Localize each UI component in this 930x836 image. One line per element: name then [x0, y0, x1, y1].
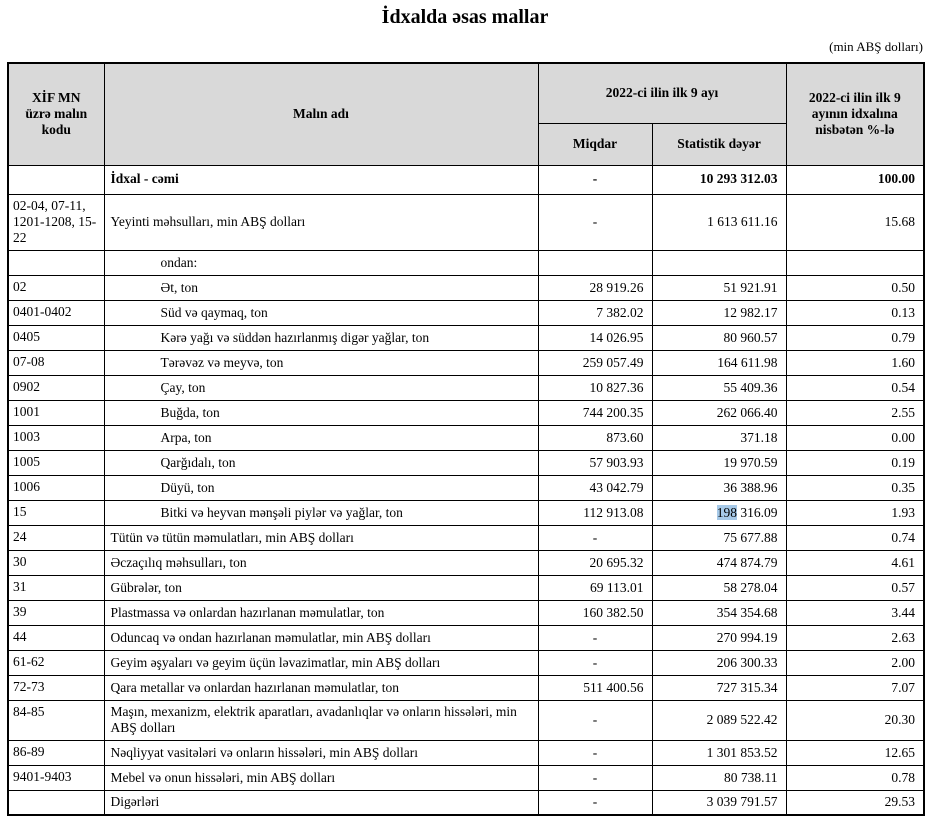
row-percent-cell: 0.54 [786, 375, 924, 400]
row-code-cell: 86-89 [8, 740, 104, 765]
row-code-cell: 15 [8, 500, 104, 525]
table-row [8, 575, 924, 600]
header-row-1 [8, 63, 924, 123]
row-name-cell: Nəqliyyat vasitələri və onların hissələri, min ABŞ dolları [104, 740, 538, 765]
row-code-cell: 61-62 [8, 650, 104, 675]
row-name-cell: Mebel və onun hissələri, min ABŞ dolları [104, 765, 538, 790]
row-value-cell: 1 613 611.16 [652, 194, 786, 250]
row-quantity-cell [538, 250, 652, 275]
row-percent-cell: 20.30 [786, 700, 924, 740]
row-quantity-cell: - [538, 194, 652, 250]
row-quantity-cell: 873.60 [538, 425, 652, 450]
row-name-cell: ondan: [104, 250, 538, 275]
header-period: 2022-ci ilin ilk 9 ayı [538, 63, 786, 123]
row-value-cell: 1 301 853.52 [652, 740, 786, 765]
row-value-cell: 270 994.19 [652, 625, 786, 650]
table-row [8, 475, 924, 500]
row-code-cell: 02-04, 07-11, 1201-1208, 15-22 [8, 194, 104, 250]
row-value-cell: 75 677.88 [652, 525, 786, 550]
row-code-cell: 72-73 [8, 675, 104, 700]
table-row [8, 400, 924, 425]
row-code-cell [8, 165, 104, 194]
row-quantity-cell: 28 919.26 [538, 275, 652, 300]
row-name-cell: Əczaçılıq məhsulları, ton [104, 550, 538, 575]
row-code-cell: 1006 [8, 475, 104, 500]
row-name-cell: Qara metallar və onlardan hazırlanan məmulatlar, ton [104, 675, 538, 700]
row-quantity-cell: 20 695.32 [538, 550, 652, 575]
row-name-cell: Ət, ton [104, 275, 538, 300]
row-value-cell: 262 066.40 [652, 400, 786, 425]
row-code-cell: 39 [8, 600, 104, 625]
row-percent-cell: 0.74 [786, 525, 924, 550]
table-row [8, 275, 924, 300]
row-percent-cell [786, 250, 924, 275]
table-row [8, 740, 924, 765]
imports-table [7, 62, 925, 816]
row-name-cell: Bitki və heyvan mənşəli piylər və yağlar, ton [104, 500, 538, 525]
row-name-cell: Yeyinti məhsulları, min ABŞ dolları [104, 194, 538, 250]
row-percent-cell: 4.61 [786, 550, 924, 575]
row-code-cell: 31 [8, 575, 104, 600]
table-row [8, 525, 924, 550]
row-value-cell: 474 874.79 [652, 550, 786, 575]
row-percent-cell: 2.00 [786, 650, 924, 675]
table-row [8, 675, 924, 700]
header-code: XİF MN üzrə malın kodu [8, 63, 104, 165]
row-code-cell: 1005 [8, 450, 104, 475]
row-code-cell: 24 [8, 525, 104, 550]
row-quantity-cell: 160 382.50 [538, 600, 652, 625]
row-name-cell: Digərləri [104, 790, 538, 815]
row-percent-cell: 29.53 [786, 790, 924, 815]
row-value-cell: 206 300.33 [652, 650, 786, 675]
row-value-cell: 55 409.36 [652, 375, 786, 400]
row-value-cell: 371.18 [652, 425, 786, 450]
row-name-cell: Oduncaq və ondan hazırlanan məmulatlar, min ABŞ dolları [104, 625, 538, 650]
row-quantity-cell: - [538, 740, 652, 765]
row-quantity-cell: 112 913.08 [538, 500, 652, 525]
row-percent-cell: 0.19 [786, 450, 924, 475]
row-code-cell [8, 790, 104, 815]
row-percent-cell: 100.00 [786, 165, 924, 194]
row-quantity-cell: - [538, 790, 652, 815]
row-quantity-cell: 10 827.36 [538, 375, 652, 400]
row-value-cell: 80 738.11 [652, 765, 786, 790]
row-name-cell: Çay, ton [104, 375, 538, 400]
unit-note: (min ABŞ dolları) [829, 39, 923, 54]
table-row [8, 765, 924, 790]
table-row [8, 350, 924, 375]
row-value-cell: 354 354.68 [652, 600, 786, 625]
row-name-cell: Tütün və tütün məmulatları, min ABŞ dolları [104, 525, 538, 550]
table-row [8, 500, 924, 525]
table-row [8, 650, 924, 675]
row-value-cell: 58 278.04 [652, 575, 786, 600]
row-percent-cell: 12.65 [786, 740, 924, 765]
row-quantity-cell: 744 200.35 [538, 400, 652, 425]
row-percent-cell: 3.44 [786, 600, 924, 625]
row-value-cell [652, 250, 786, 275]
row-quantity-cell: 511 400.56 [538, 675, 652, 700]
row-name-cell: Geyim əşyaları və geyim üçün ləvazimatlar, min ABŞ dolları [104, 650, 538, 675]
table-row [8, 625, 924, 650]
row-value-cell: 3 039 791.57 [652, 790, 786, 815]
row-percent-cell: 0.13 [786, 300, 924, 325]
row-name-cell: Gübrələr, ton [104, 575, 538, 600]
row-quantity-cell: 14 026.95 [538, 325, 652, 350]
row-code-cell: 84-85 [8, 700, 104, 740]
row-percent-cell: 0.57 [786, 575, 924, 600]
table-row [8, 790, 924, 815]
row-value-cell: 10 293 312.03 [652, 165, 786, 194]
row-code-cell: 1003 [8, 425, 104, 450]
table-row [8, 165, 924, 194]
row-quantity-cell: 43 042.79 [538, 475, 652, 500]
row-quantity-cell: 57 903.93 [538, 450, 652, 475]
row-name-cell: Düyü, ton [104, 475, 538, 500]
row-quantity-cell: - [538, 650, 652, 675]
row-quantity-cell: 259 057.49 [538, 350, 652, 375]
row-quantity-cell: - [538, 625, 652, 650]
row-percent-cell: 2.63 [786, 625, 924, 650]
row-code-cell: 30 [8, 550, 104, 575]
row-code-cell: 44 [8, 625, 104, 650]
row-name-cell: Plastmassa və onlardan hazırlanan məmulatlar, ton [104, 600, 538, 625]
row-quantity-cell: 69 113.01 [538, 575, 652, 600]
row-percent-cell: 7.07 [786, 675, 924, 700]
row-percent-cell: 15.68 [786, 194, 924, 250]
table-row [8, 425, 924, 450]
row-name-cell: Kərə yağı və süddən hazırlanmış digər yağlar, ton [104, 325, 538, 350]
row-name-cell: Tərəvəz və meyvə, ton [104, 350, 538, 375]
header-percent: 2022-ci ilin ilk 9 ayının idxalına nisbətən %-lə [786, 63, 924, 165]
row-code-cell: 0405 [8, 325, 104, 350]
row-value-cell: 164 611.98 [652, 350, 786, 375]
row-name-cell: Buğda, ton [104, 400, 538, 425]
row-quantity-cell: - [538, 525, 652, 550]
row-code-cell: 0401-0402 [8, 300, 104, 325]
table-header [8, 63, 924, 165]
row-quantity-cell: - [538, 765, 652, 790]
page-title: İdxalda əsas mallar [381, 6, 549, 28]
row-value-cell: 12 982.17 [652, 300, 786, 325]
row-percent-cell: 0.78 [786, 765, 924, 790]
row-quantity-cell: - [538, 165, 652, 194]
row-code-cell: 0902 [8, 375, 104, 400]
table-row [8, 325, 924, 350]
row-name-cell: İdxal - cəmi [104, 165, 538, 194]
row-percent-cell: 0.35 [786, 475, 924, 500]
table-row [8, 700, 924, 740]
row-value-cell: 198 316.09 [652, 500, 786, 525]
row-value-cell: 80 960.57 [652, 325, 786, 350]
table-row [8, 600, 924, 625]
row-quantity-cell: 7 382.02 [538, 300, 652, 325]
row-value-cell: 727 315.34 [652, 675, 786, 700]
row-percent-cell: 1.93 [786, 500, 924, 525]
row-code-cell: 1001 [8, 400, 104, 425]
row-percent-cell: 0.79 [786, 325, 924, 350]
table-row [8, 450, 924, 475]
row-name-cell: Süd və qaymaq, ton [104, 300, 538, 325]
row-value-cell: 2 089 522.42 [652, 700, 786, 740]
row-percent-cell: 0.00 [786, 425, 924, 450]
header-quantity: Miqdar [538, 123, 652, 165]
row-percent-cell: 1.60 [786, 350, 924, 375]
header-value: Statistik dəyər [652, 123, 786, 165]
row-code-cell [8, 250, 104, 275]
header-name: Malın adı [104, 63, 538, 165]
row-value-cell: 19 970.59 [652, 450, 786, 475]
row-value-cell: 36 388.96 [652, 475, 786, 500]
row-percent-cell: 0.50 [786, 275, 924, 300]
row-percent-cell: 2.55 [786, 400, 924, 425]
row-code-cell: 02 [8, 275, 104, 300]
table-body [8, 165, 924, 815]
row-name-cell: Arpa, ton [104, 425, 538, 450]
row-quantity-cell: - [538, 700, 652, 740]
row-value-cell: 51 921.91 [652, 275, 786, 300]
table-row [8, 300, 924, 325]
table-row [8, 250, 924, 275]
row-name-cell: Qarğıdalı, ton [104, 450, 538, 475]
selection-highlight: 198 [716, 504, 738, 520]
table-row [8, 194, 924, 250]
row-code-cell: 07-08 [8, 350, 104, 375]
table-row [8, 550, 924, 575]
table-row [8, 375, 924, 400]
row-code-cell: 9401-9403 [8, 765, 104, 790]
row-name-cell: Maşın, mexanizm, elektrik aparatları, avadanlıqlar və onların hissələri, min ABŞ dolları [104, 700, 538, 740]
